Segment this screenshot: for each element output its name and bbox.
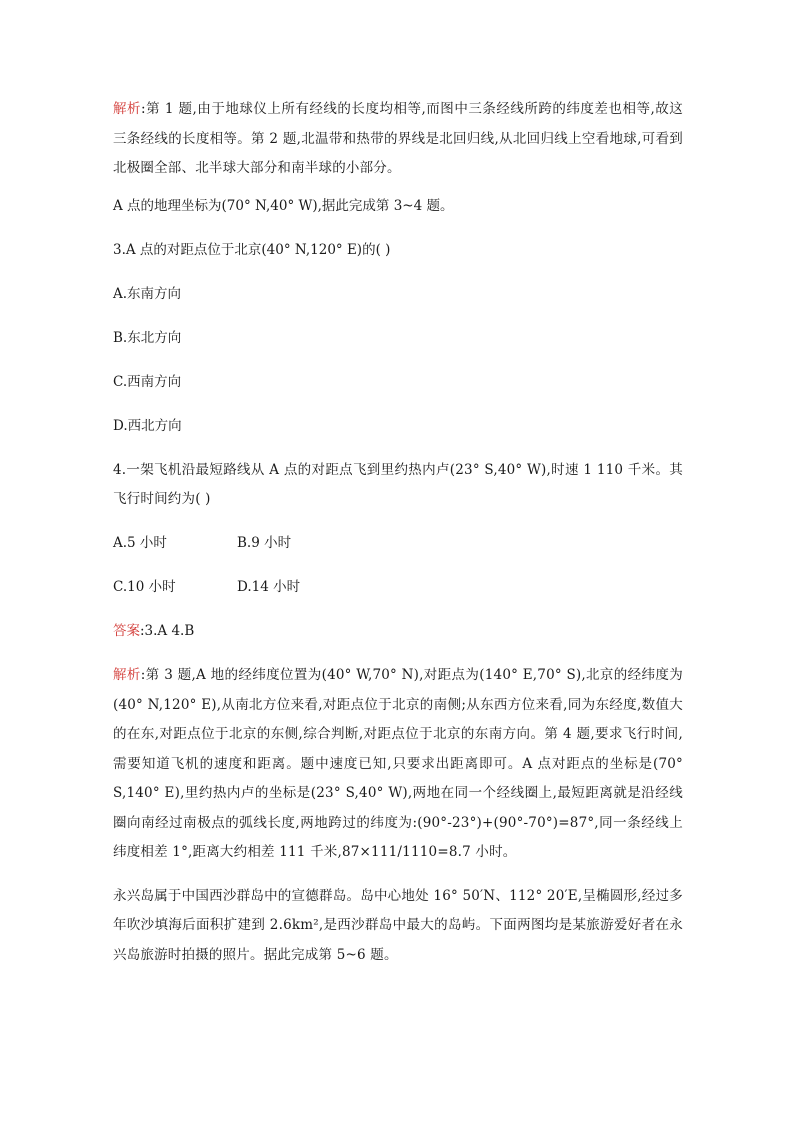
question-4-option-c: C.10 小时 [113, 579, 176, 595]
question-3-option-d: D.西北方向 [113, 417, 182, 434]
question-3-option-a: A.东南方向 [113, 285, 182, 302]
analysis-text: :第 3 题,A 地的经纬度位置为(40° W,70° N),对距点为(140° E,70° S),北京的经纬度为(40° N,120° E),从南北方位来看,对距点位于北京的南侧;从东西方位来看,同为东经度,数值大的在东,对距点位于北京的东侧,综合判断,对距点位于北京的东南方向。第 4 题,要求飞行时间,需要知道飞机的速度和距离。题中速度已知,只要求出距离即可。A 点对距点的坐标是(70° S,140° E),里约热内卢的坐标是(23° S,40° W),两地在同一个经线圈上,最短距离就是沿经线圈向南经过南极点的弧线长度,两地跨过的纬度为:(90°-23°)+(90°-70°)=87°,同一条经线上纬度相差 1°,距离大约相差 111 千米,87×111/1110=8.7 小时。 [113, 667, 683, 860]
analysis-paragraph-1 [113, 95, 683, 184]
question-4-option-a: A.5 小时 [113, 535, 167, 551]
analysis-text: :第 1 题,由于地球仪上所有经线的长度均相等,而图中三条经线所跨的纬度差也相等,故这三条经线的长度相等。第 2 题,北温带和热带的界线是北回归线,从北回归线上空看地球,可看到北极圈全部、北半球大部分和南半球的小部分。 [113, 101, 683, 176]
passage-paragraph: 永兴岛属于中国西沙群岛中的宣德群岛。岛中心地处 16° 50′N、112° 20′E,呈椭圆形,经过多年吹沙填海后面积扩建到 2.6km²,是西沙群岛中最大的岛屿。下面两图均是某旅游爱好者在永兴岛旅游时拍摄的照片。据此完成第 5~6 题。 [113, 887, 683, 963]
question-4-option-d: D.14 小时 [237, 579, 301, 595]
question-4-options-row-1 [113, 529, 683, 559]
question-intro: A 点的地理坐标为(70° N,40° W),据此完成第 3~4 题。 [113, 197, 454, 214]
analysis-label: 解析 [113, 101, 142, 117]
question-4-options-row-2 [113, 573, 683, 603]
question-3-option-b: B.东北方向 [113, 329, 182, 346]
document-page [113, 95, 683, 970]
question-4-option-b: B.9 小时 [237, 535, 292, 551]
answer-text: :3.A 4.B [140, 623, 195, 639]
analysis-paragraph-2 [113, 661, 683, 868]
question-3-option-c: C.西南方向 [113, 373, 182, 390]
question-4-stem: 4.一架飞机沿最短路线从 A 点的对距点飞到里约热内卢(23° S,40° W),时速 1 110 千米。其飞行时间约为( ) [113, 461, 683, 507]
analysis-label: 解析 [113, 667, 141, 683]
answer-line [113, 617, 683, 647]
answer-label: 答案 [113, 623, 140, 639]
question-3-stem: 3.A 点的对距点位于北京(40° N,120° E)的( ) [113, 241, 391, 258]
